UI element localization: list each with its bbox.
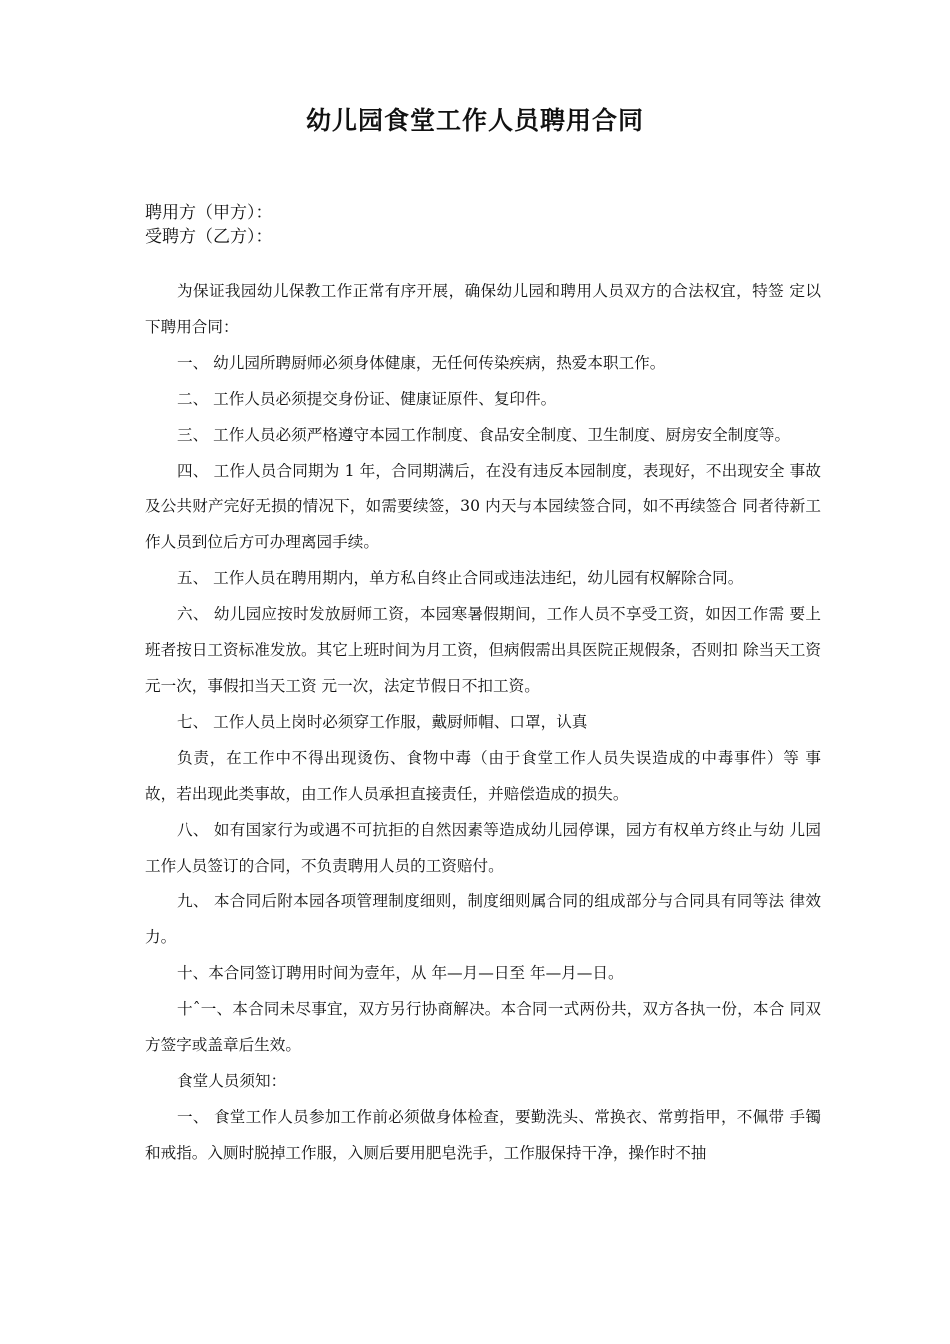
clause-1: 一、 幼儿园所聘厨师必须身体健康，无任何传染疾病，热爱本职工作。 [177, 353, 666, 372]
clause-8: 八、 如有国家行为或遇不可抗拒的自然因素等造成幼儿园停课，园方有权单方终止与幼 儿园工作人员签订的合同，不负责聘用人员的工资赔付。 [145, 820, 821, 875]
clause-9: 九、 本合同后附本园各项管理制度细则，制度细则属合同的组成部分与合同具有同等法 律效力。 [145, 892, 821, 947]
paragraph-intro: 为保证我园幼儿保教工作正常有序开展，确保幼儿园和聘用人员双方的合法权宜，特签 定以下聘用合同： [145, 282, 821, 336]
party-a-line: 聘用方（甲方）： [145, 203, 273, 223]
clause-7-continued: 负责，在工作中不得出现烫伤、食物中毒（由于食堂工作人员失误造成的中毒事件）等 事故，若出现此类事故，由工作人员承担直接责任，并赔偿造成的损失。 [145, 748, 821, 803]
clause-11: 十ˆ一、本合同未尽事宜，双方另行协商解决。本合同一式两份共，双方各执一份，本合 同双方签字或盖章后生效。 [145, 1000, 821, 1055]
contract-body [145, 274, 821, 1172]
clause-7: 七、 工作人员上岗时必须穿工作服，戴厨师帽、口罩，认真 [177, 712, 588, 731]
notice-item-1: 一、 食堂工作人员参加工作前必须做身体检查，要勤洗头、常换衣、常剪指甲，不佩带 手镯和戒指。入厕时脱掉工作服，入厕后要用肥皂洗手，工作服保持干净，操作时不抽 [145, 1107, 821, 1162]
clause-6: 六、 幼儿园应按时发放厨师工资，本园寒暑假期间，工作人员不享受工资，如因工作需 要上班者按日工资标准发放。其它上班时间为月工资，但病假需出具医院正规假条，否则扣 除当天工资 元一次，事假扣当天工资 元一次，法定节假日不扣工资。 [145, 605, 821, 695]
clause-5: 五、 工作人员在聘用期内，单方私自终止合同或违法违纪，幼儿园有权解除合同。 [177, 569, 744, 588]
document-title: 幼儿园食堂工作人员聘用合同 [305, 106, 644, 135]
clause-4: 四、 工作人员合同期为 1 年，合同期满后，在没有违反本园制度，表现好，不出现安全 事故及公共财产完好无损的情况下，如需要续签，30 内天与本园续签合同，如不再续签合 同者待新工作人员到位后方可办理离园手续。 [145, 461, 821, 552]
clause-3: 三、 工作人员必须严格遵守本园工作制度、食品安全制度、卫生制度、厨房安全制度等。 [177, 425, 791, 444]
party-b-line: 受聘方（乙方）： [145, 227, 273, 247]
clause-2: 二、 工作人员必须提交身份证、健康证原件、复印件。 [177, 389, 557, 408]
notice-heading: 食堂人员须知： [177, 1071, 287, 1090]
clause-10: 十、本合同签订聘用时间为壹年，从 年—月—日至 年—月—日。 [177, 964, 624, 983]
